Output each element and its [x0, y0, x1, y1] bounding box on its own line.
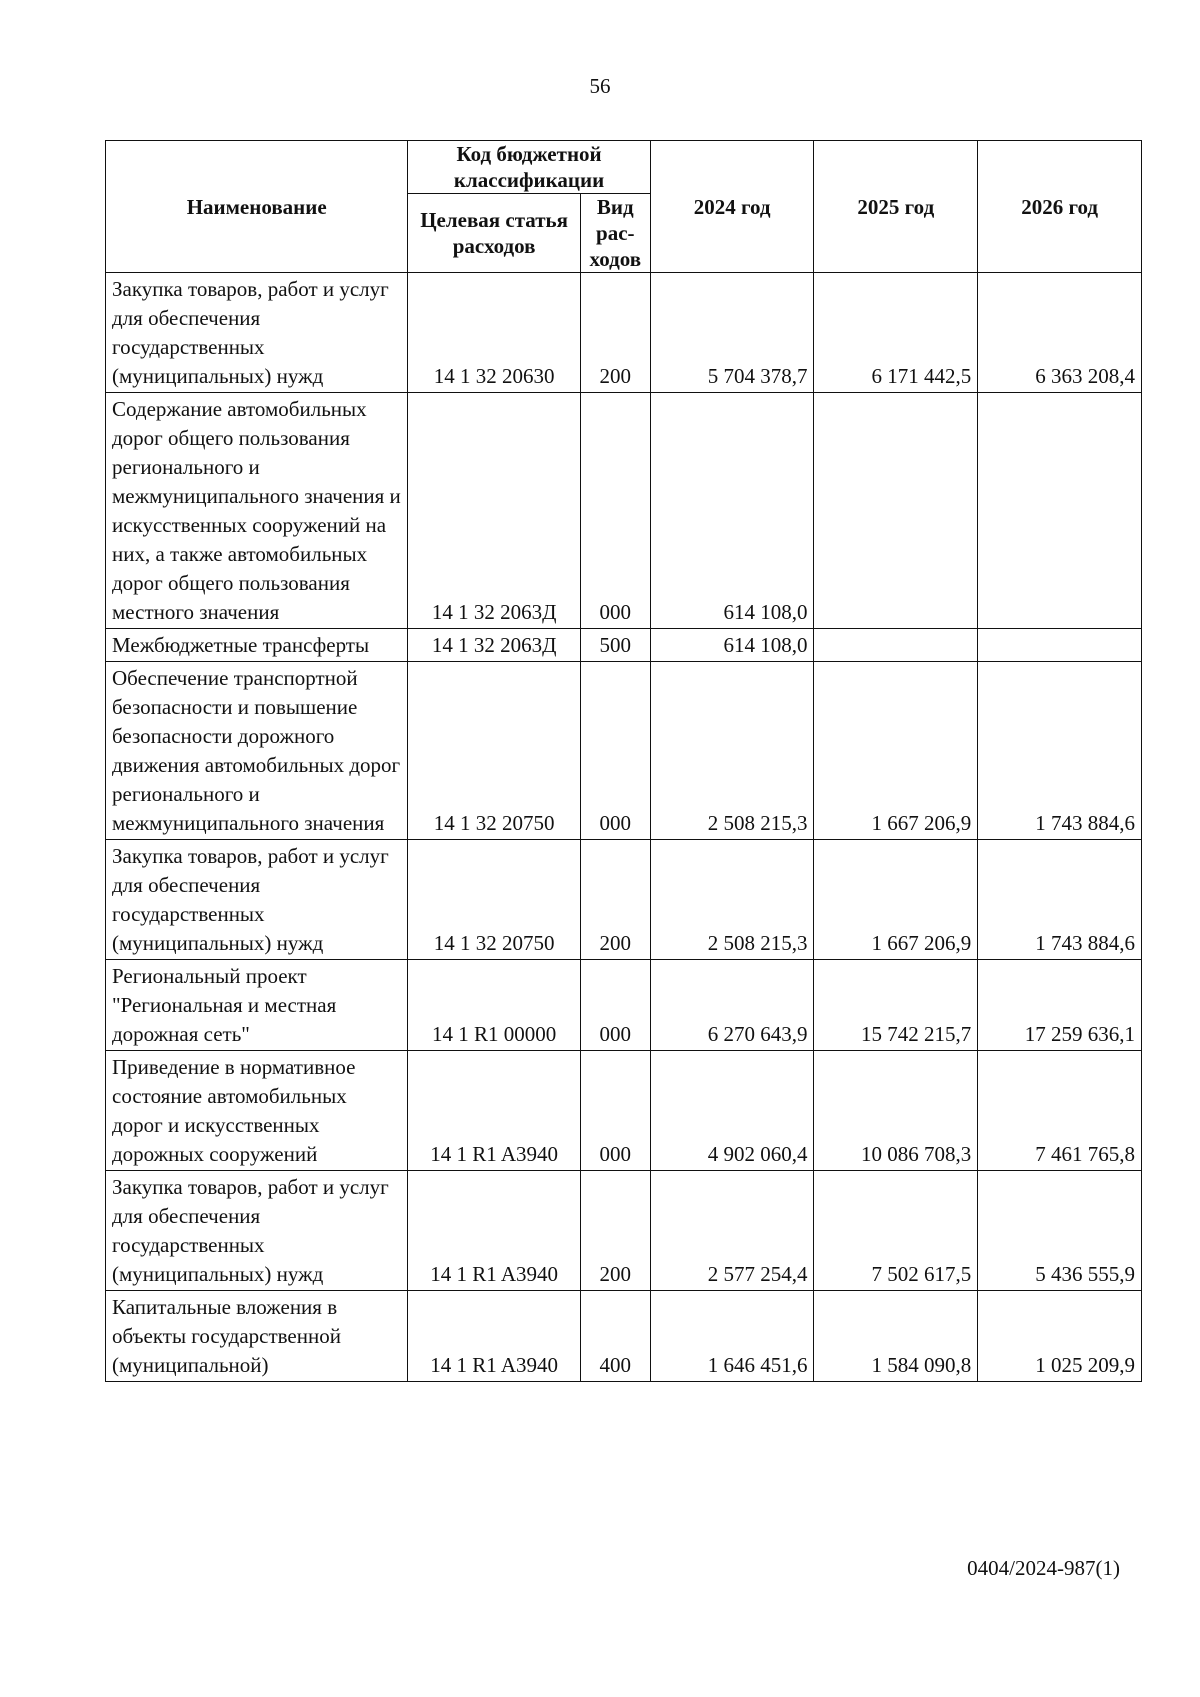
cell-target-article: 14 1 32 2063Д — [408, 629, 580, 662]
cell-2026 — [978, 393, 1142, 629]
cell-2026: 6 363 208,4 — [978, 273, 1142, 393]
document-id: 0404/2024-987(1) — [967, 1556, 1120, 1580]
cell-expense-type: 000 — [580, 393, 650, 629]
cell-expense-type: 000 — [580, 662, 650, 840]
cell-target-article: 14 1 R1 00000 — [408, 960, 580, 1051]
header-name: Наименование — [106, 141, 408, 273]
cell-target-article: 14 1 32 20750 — [408, 662, 580, 840]
cell-target-article: 14 1 R1 A3940 — [408, 1171, 580, 1291]
cell-2026: 17 259 636,1 — [978, 960, 1142, 1051]
table-row — [106, 629, 1142, 662]
cell-2026: 1 743 884,6 — [978, 662, 1142, 840]
cell-target-article: 14 1 32 2063Д — [408, 393, 580, 629]
cell-name: Закупка товаров, работ и услуг для обеспечения государственных (муниципальных) нужд — [106, 273, 408, 393]
cell-expense-type: 400 — [580, 1291, 650, 1382]
header-2026: 2026 год — [978, 141, 1142, 273]
cell-expense-type: 200 — [580, 1171, 650, 1291]
cell-2025: 1 584 090,8 — [814, 1291, 978, 1382]
cell-2026 — [978, 629, 1142, 662]
cell-name: Межбюджетные трансферты — [106, 629, 408, 662]
header-2024: 2024 год — [650, 141, 814, 273]
cell-2025 — [814, 629, 978, 662]
table-body — [106, 273, 1142, 1382]
cell-name: Капитальные вложения в объекты государственной (муниципальной) — [106, 1291, 408, 1382]
cell-2026: 5 436 555,9 — [978, 1171, 1142, 1291]
table-row — [106, 393, 1142, 629]
header-target-article: Целевая статья расходов — [408, 194, 580, 273]
cell-expense-type: 000 — [580, 1051, 650, 1171]
cell-2024: 5 704 378,7 — [650, 273, 814, 393]
cell-2025: 15 742 215,7 — [814, 960, 978, 1051]
header-code-group: Код бюджетной классификации — [408, 141, 650, 194]
table-row — [106, 840, 1142, 960]
header-expense-type: Вид рас-ходов — [580, 194, 650, 273]
table-row — [106, 662, 1142, 840]
cell-2024: 4 902 060,4 — [650, 1051, 814, 1171]
cell-expense-type: 200 — [580, 273, 650, 393]
table-header — [106, 141, 1142, 273]
cell-target-article: 14 1 R1 A3940 — [408, 1291, 580, 1382]
cell-target-article: 14 1 32 20750 — [408, 840, 580, 960]
cell-name: Обеспечение транспортной безопасности и повышение безопасности дорожного движения автомобильных дорог регионального и межмуниципального значения — [106, 662, 408, 840]
cell-2025: 6 171 442,5 — [814, 273, 978, 393]
cell-expense-type: 200 — [580, 840, 650, 960]
page-number: 56 — [589, 74, 611, 98]
cell-2025: 10 086 708,3 — [814, 1051, 978, 1171]
cell-2024: 2 508 215,3 — [650, 840, 814, 960]
cell-2026: 7 461 765,8 — [978, 1051, 1142, 1171]
cell-expense-type: 000 — [580, 960, 650, 1051]
cell-2024: 2 577 254,4 — [650, 1171, 814, 1291]
table-row — [106, 1291, 1142, 1382]
header-2025: 2025 год — [814, 141, 978, 273]
cell-name: Региональный проект "Региональная и местная дорожная сеть" — [106, 960, 408, 1051]
table-row — [106, 1051, 1142, 1171]
cell-name: Содержание автомобильных дорог общего пользования регионального и межмуниципального значения и искусственных сооружений на них, а также автомобильных дорог общего пользования местного значения — [106, 393, 408, 629]
table-row — [106, 960, 1142, 1051]
cell-2026: 1 025 209,9 — [978, 1291, 1142, 1382]
cell-2024: 1 646 451,6 — [650, 1291, 814, 1382]
cell-2024: 6 270 643,9 — [650, 960, 814, 1051]
cell-2025: 1 667 206,9 — [814, 662, 978, 840]
cell-target-article: 14 1 R1 A3940 — [408, 1051, 580, 1171]
cell-2025: 1 667 206,9 — [814, 840, 978, 960]
cell-2024: 614 108,0 — [650, 393, 814, 629]
cell-2025 — [814, 393, 978, 629]
cell-name: Закупка товаров, работ и услуг для обеспечения государственных (муниципальных) нужд — [106, 840, 408, 960]
cell-2025: 7 502 617,5 — [814, 1171, 978, 1291]
cell-target-article: 14 1 32 20630 — [408, 273, 580, 393]
cell-2024: 614 108,0 — [650, 629, 814, 662]
budget-table — [105, 140, 1142, 1382]
table-row — [106, 1171, 1142, 1291]
cell-name: Закупка товаров, работ и услуг для обеспечения государственных (муниципальных) нужд — [106, 1171, 408, 1291]
cell-name: Приведение в нормативное состояние автомобильных дорог и искусственных дорожных сооружений — [106, 1051, 408, 1171]
cell-2026: 1 743 884,6 — [978, 840, 1142, 960]
cell-2024: 2 508 215,3 — [650, 662, 814, 840]
cell-expense-type: 500 — [580, 629, 650, 662]
table-row — [106, 273, 1142, 393]
